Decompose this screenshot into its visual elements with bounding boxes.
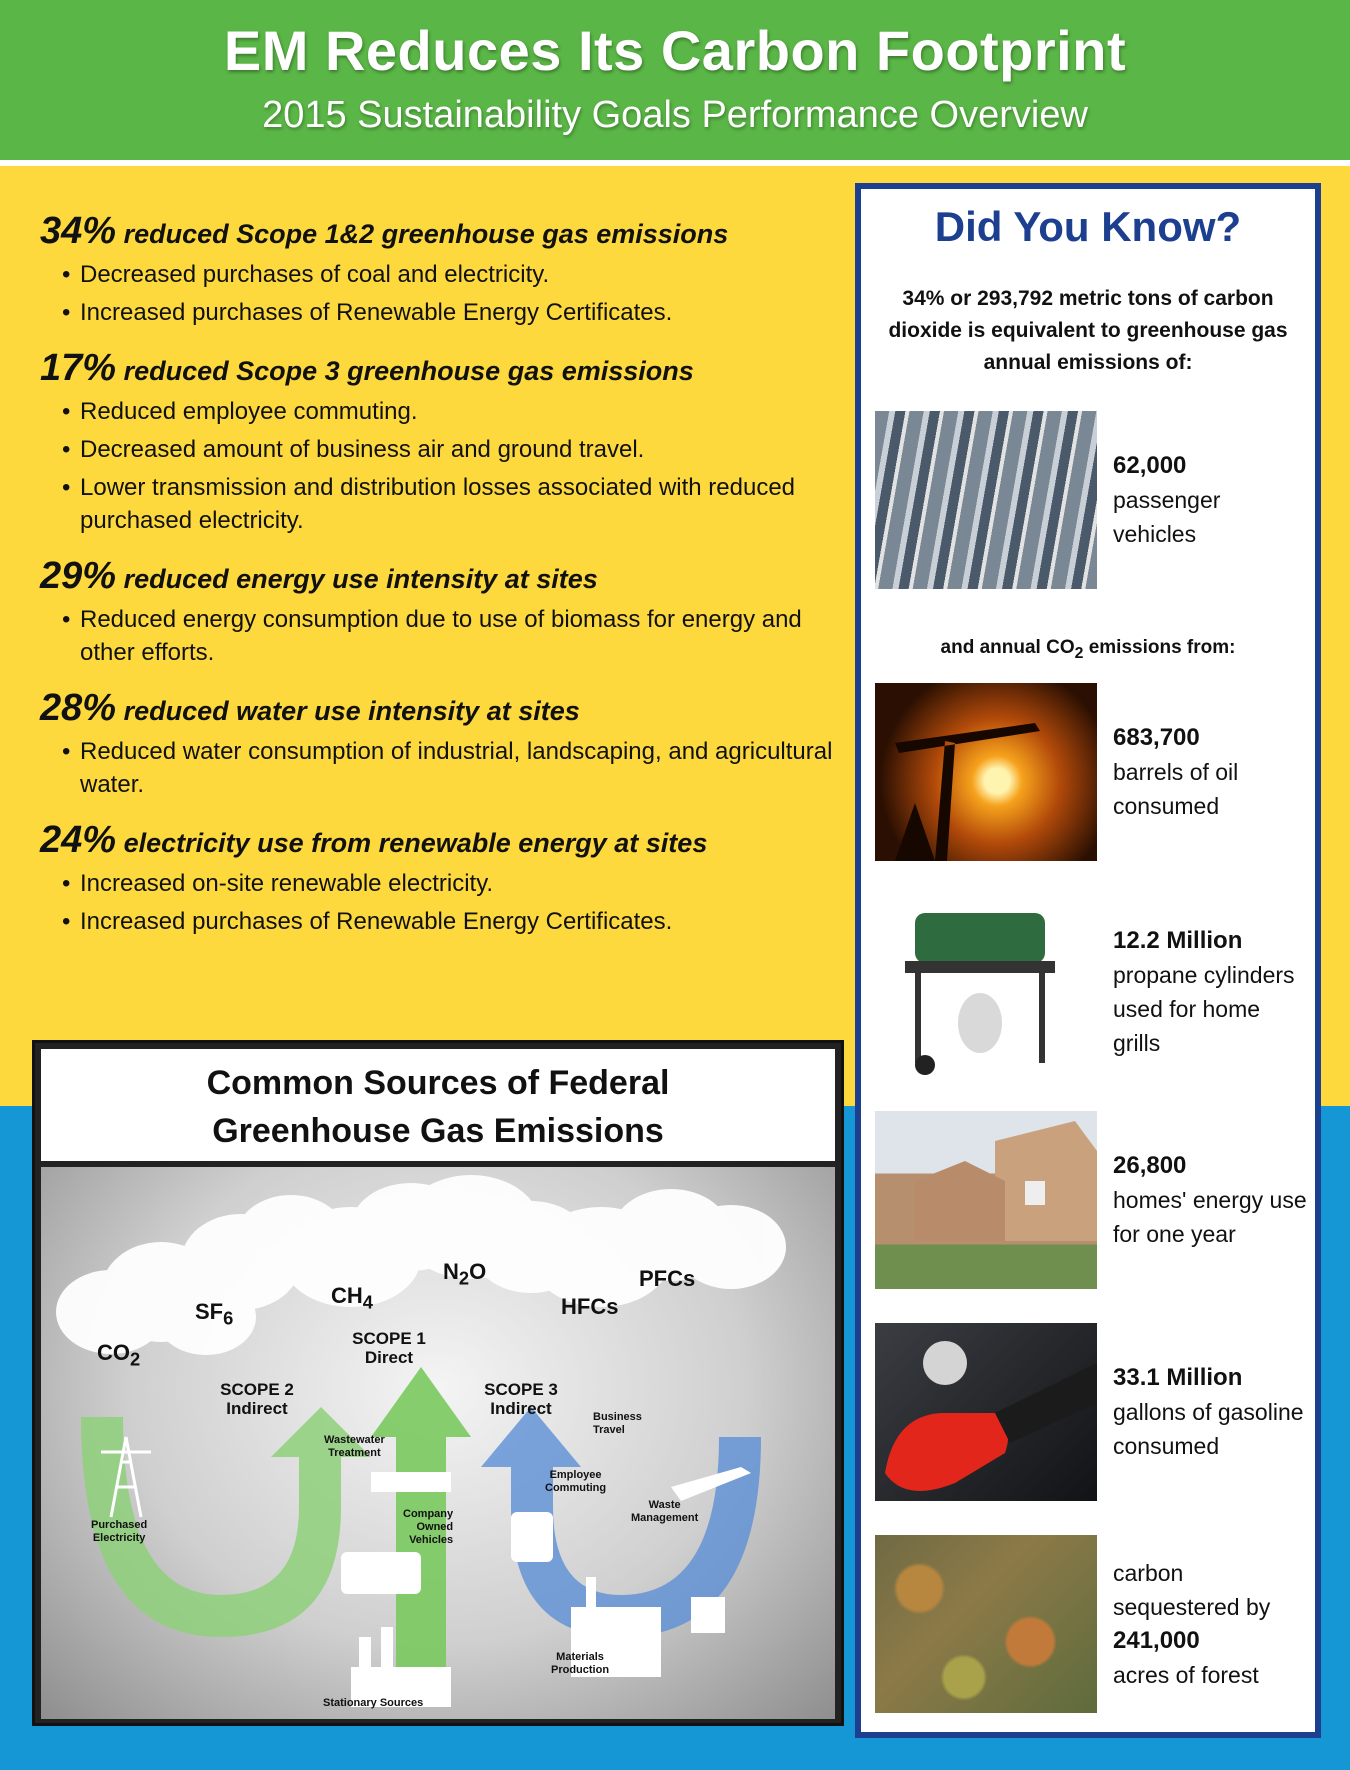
forest-photo xyxy=(875,1535,1097,1713)
fact-propane xyxy=(875,903,1305,1081)
homes-photo xyxy=(875,1111,1097,1289)
fact-text xyxy=(1113,449,1307,551)
gas-nozzle-photo xyxy=(875,1323,1097,1501)
oil-pump-photo xyxy=(875,683,1097,861)
goal-text: electricity use from renewable energy at sites xyxy=(123,828,708,858)
label-business-travel: Business Travel xyxy=(593,1411,642,1436)
gas-ch4: $CH_4$ xyxy=(331,1283,373,1313)
goals-list xyxy=(40,212,850,958)
did-you-know-intro: 34% or 293,792 metric tons of carbon dioxide is equivalent to greenhouse gas annual emissions of: xyxy=(888,287,1288,374)
fact-forest xyxy=(875,1535,1305,1713)
fact-text xyxy=(1113,924,1307,1060)
goal-percent: 34% xyxy=(40,210,117,252)
sources-title xyxy=(41,1049,835,1161)
traffic-photo xyxy=(875,411,1097,589)
header-banner xyxy=(0,0,1350,160)
fact-value: 26,800 xyxy=(1113,1152,1187,1179)
fact-text xyxy=(1113,721,1307,823)
goal-bullet: • Decreased purchases of coal and electricity. xyxy=(40,258,850,291)
page-title: EM Reduces Its Carbon Footprint xyxy=(223,19,1127,82)
fact-value: 241,000 xyxy=(1113,1627,1200,1654)
gas-clouds xyxy=(56,1175,786,1355)
goal-percent: 24% xyxy=(40,819,117,861)
fact-text xyxy=(1113,1556,1307,1692)
goal-percent: 29% xyxy=(40,555,117,597)
fact-desc: propane cylinders used for home grills xyxy=(1113,962,1295,1056)
label-company-vehicles: Company Owned Vehicles xyxy=(403,1508,454,1546)
goal-heading xyxy=(40,557,850,598)
sources-title-line2: Greenhouse Gas Emissions xyxy=(212,1112,664,1150)
gas-hfcs: HFCs xyxy=(561,1294,619,1319)
fact-oil xyxy=(875,683,1305,861)
label-stationary-sources: Stationary Sources xyxy=(323,1697,424,1709)
goal-scope3 xyxy=(40,349,850,537)
goal-percent: 28% xyxy=(40,687,117,729)
label-wastewater: Wastewater Treatment xyxy=(324,1434,385,1459)
goal-heading xyxy=(40,689,850,730)
co2-emissions-caption: and annual $CO_2$ emissions from: xyxy=(940,637,1236,662)
goal-bullet: • Reduced employee commuting. xyxy=(40,395,850,428)
label-purchased-electricity: Purchased Electricity xyxy=(91,1519,148,1544)
did-you-know-panel xyxy=(855,183,1321,1738)
gas-co2: $CO_2$ xyxy=(97,1340,141,1370)
goal-bullet: • Increased on-site renewable electricity. xyxy=(40,867,850,900)
goal-text: reduced water use intensity at sites xyxy=(123,696,580,726)
page-subtitle: 2015 Sustainability Goals Performance Overview xyxy=(262,94,1088,136)
scope-diagram xyxy=(41,1167,835,1719)
goal-bullet: • Increased purchases of Renewable Energy Certificates. xyxy=(40,905,850,938)
emission-sources-panel xyxy=(32,1040,844,1726)
grill-photo xyxy=(875,903,1097,1081)
goal-scope12 xyxy=(40,212,850,329)
goal-text: reduced Scope 1&2 greenhouse gas emissions xyxy=(123,219,729,249)
goal-bullet: • Lower transmission and distribution losses associated with reduced purchased electricity. xyxy=(40,471,850,537)
fact-value: 683,700 xyxy=(1113,724,1200,751)
goal-bullet: • Decreased amount of business air and ground travel. xyxy=(40,433,850,466)
fact-desc-pre: carbon sequestered by xyxy=(1113,1560,1271,1620)
goal-bullet: • Reduced energy consumption due to use of biomass for energy and other efforts. xyxy=(40,603,850,669)
fact-value: 12.2 Million xyxy=(1113,927,1243,954)
goal-bullet: • Reduced water consumption of industrial, landscaping, and agricultural water. xyxy=(40,735,850,801)
fact-vehicles xyxy=(875,411,1305,589)
scope2-label: SCOPE 2 Indirect xyxy=(220,1380,294,1418)
fact-desc: homes' energy use for one year xyxy=(1113,1187,1307,1247)
homes-drawing xyxy=(875,1111,1097,1289)
goal-heading xyxy=(40,212,850,253)
fact-desc: barrels of oil consumed xyxy=(1113,759,1239,819)
goal-bullet: • Increased purchases of Renewable Energy Certificates. xyxy=(40,296,850,329)
fact-homes xyxy=(875,1111,1305,1289)
goal-renewable xyxy=(40,821,850,938)
label-employee-commuting: Employee Commuting xyxy=(545,1469,607,1494)
fact-desc: passenger vehicles xyxy=(1113,487,1221,547)
goal-percent: 17% xyxy=(40,347,117,389)
goal-text: reduced energy use intensity at sites xyxy=(123,564,598,594)
gas-sf6: $SF_6$ xyxy=(195,1299,234,1329)
goal-energy xyxy=(40,557,850,669)
gas-pfcs: PFCs xyxy=(639,1266,696,1291)
fact-text xyxy=(1113,1361,1307,1463)
fact-value: 62,000 xyxy=(1113,452,1187,479)
fact-gasoline xyxy=(875,1323,1305,1501)
goal-water xyxy=(40,689,850,801)
fact-desc: gallons of gasoline consumed xyxy=(1113,1399,1304,1459)
oil-pump-silhouette xyxy=(875,683,1097,861)
did-you-know-title: Did You Know? xyxy=(934,203,1242,250)
fact-desc-post: acres of forest xyxy=(1113,1662,1259,1688)
goal-text: reduced Scope 3 greenhouse gas emissions xyxy=(123,356,694,386)
scope-diagram-graphic xyxy=(41,1167,835,1719)
label-materials-production: Materials Production xyxy=(551,1651,610,1676)
goal-heading xyxy=(40,821,850,862)
grill-drawing xyxy=(875,903,1097,1081)
label-waste-management: Waste Management xyxy=(631,1499,699,1524)
sources-title-line1: Common Sources of Federal xyxy=(206,1064,670,1102)
scope3-label: SCOPE 3 Indirect xyxy=(484,1380,558,1418)
fact-text xyxy=(1113,1149,1307,1251)
gas-nozzle-drawing xyxy=(875,1323,1097,1501)
scope1-label: SCOPE 1 Direct xyxy=(352,1329,426,1367)
fact-value: 33.1 Million xyxy=(1113,1364,1243,1391)
gas-n2o: $N_2O$ xyxy=(443,1259,487,1289)
goal-heading xyxy=(40,349,850,390)
